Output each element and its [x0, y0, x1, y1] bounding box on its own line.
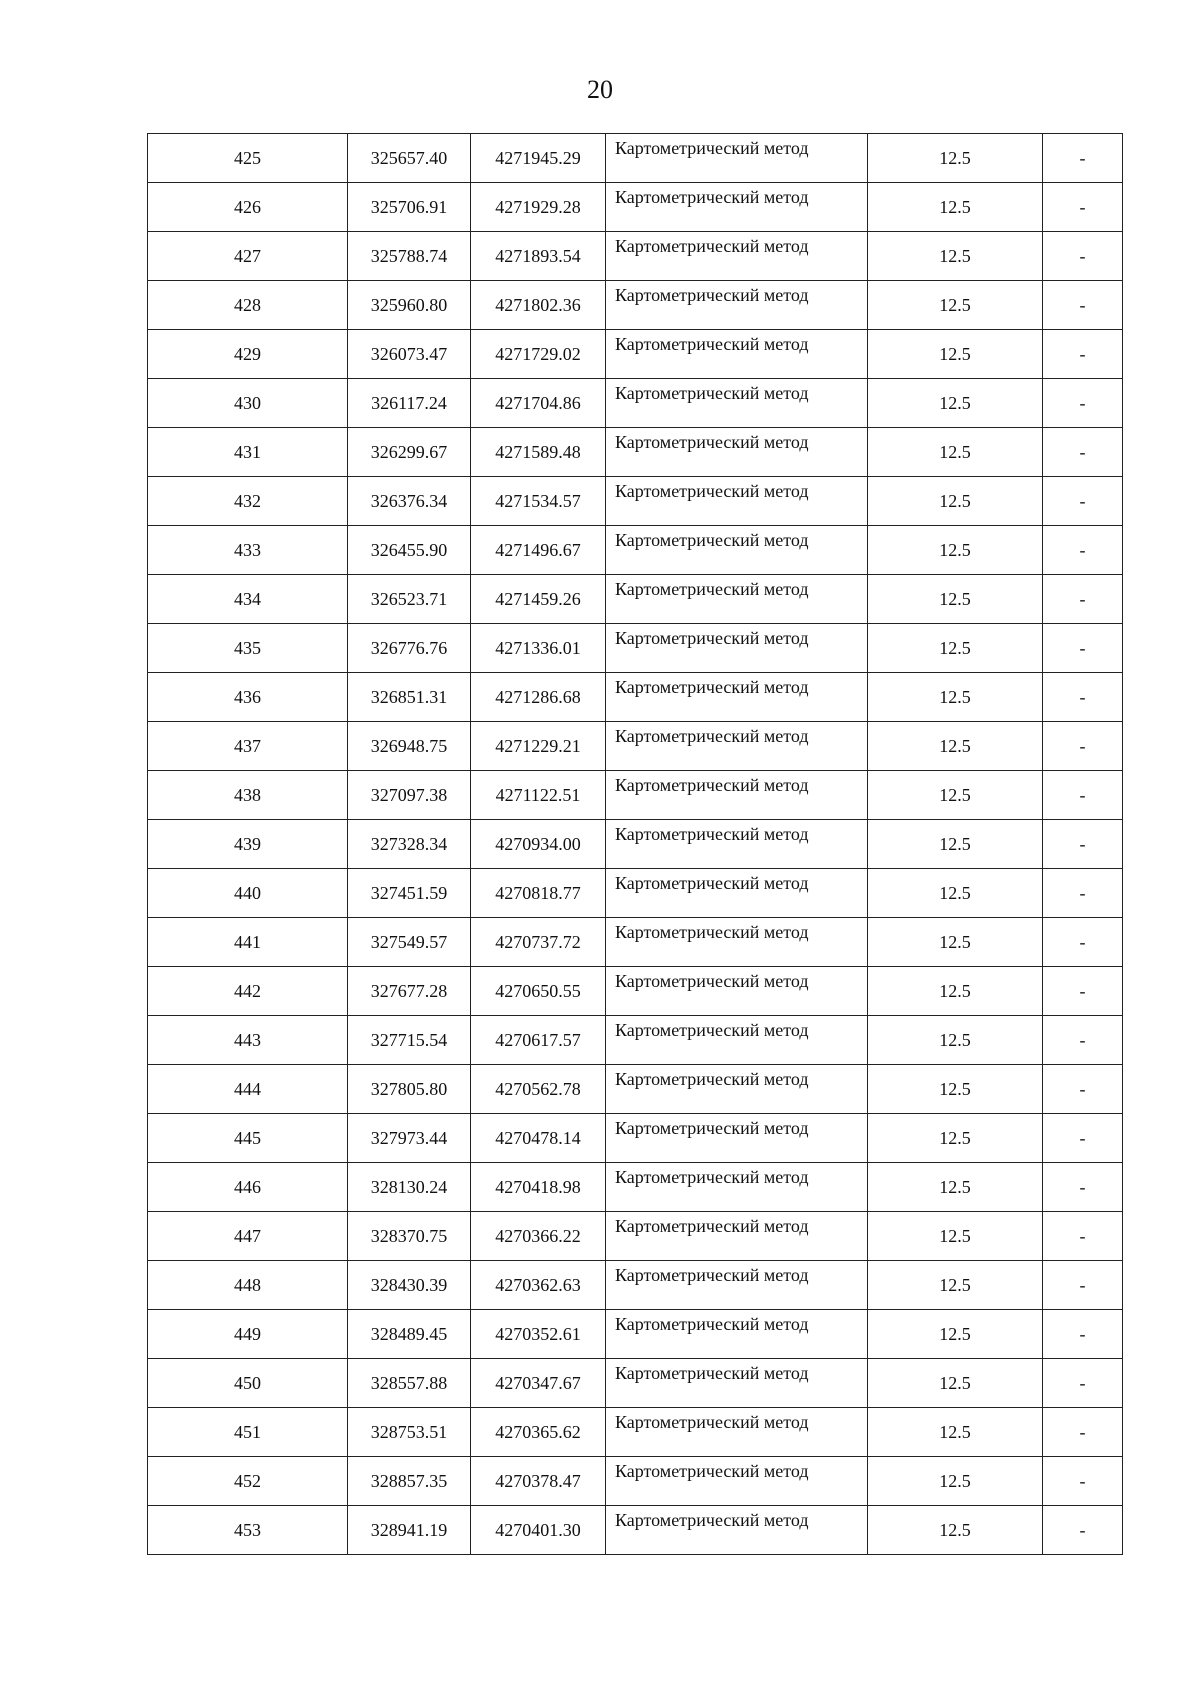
- x-coordinate-cell: 327715.54: [348, 1016, 471, 1065]
- x-coordinate-cell: 326948.75: [348, 722, 471, 771]
- accuracy-cell: 12.5: [868, 1457, 1043, 1506]
- description-cell: -: [1043, 281, 1123, 330]
- x-coordinate-cell: 326776.76: [348, 624, 471, 673]
- accuracy-cell: 12.5: [868, 1408, 1043, 1457]
- x-coordinate-cell: 328489.45: [348, 1310, 471, 1359]
- accuracy-cell: 12.5: [868, 281, 1043, 330]
- y-coordinate-cell: 4271229.21: [471, 722, 606, 771]
- table-row: [148, 918, 1123, 967]
- table-row: [148, 134, 1123, 183]
- accuracy-cell: 12.5: [868, 1359, 1043, 1408]
- x-coordinate-cell: 326851.31: [348, 673, 471, 722]
- table-row: [148, 428, 1123, 477]
- accuracy-cell: 12.5: [868, 918, 1043, 967]
- method-cell: Картометрический метод: [606, 575, 868, 624]
- method-cell: Картометрический метод: [606, 1163, 868, 1212]
- y-coordinate-cell: 4270737.72: [471, 918, 606, 967]
- point-number-cell: 450: [148, 1359, 348, 1408]
- y-coordinate-cell: 4271893.54: [471, 232, 606, 281]
- coordinates-table: [147, 133, 1123, 1555]
- accuracy-cell: 12.5: [868, 1506, 1043, 1555]
- description-cell: -: [1043, 1408, 1123, 1457]
- table-row: [148, 330, 1123, 379]
- method-cell: Картометрический метод: [606, 1310, 868, 1359]
- method-cell: Картометрический метод: [606, 771, 868, 820]
- x-coordinate-cell: 325788.74: [348, 232, 471, 281]
- method-cell: Картометрический метод: [606, 477, 868, 526]
- method-cell: Картометрический метод: [606, 379, 868, 428]
- y-coordinate-cell: 4271729.02: [471, 330, 606, 379]
- description-cell: -: [1043, 1016, 1123, 1065]
- x-coordinate-cell: 327451.59: [348, 869, 471, 918]
- accuracy-cell: 12.5: [868, 134, 1043, 183]
- method-cell: Картометрический метод: [606, 820, 868, 869]
- y-coordinate-cell: 4270362.63: [471, 1261, 606, 1310]
- method-cell: Картометрический метод: [606, 281, 868, 330]
- x-coordinate-cell: 325657.40: [348, 134, 471, 183]
- y-coordinate-cell: 4270934.00: [471, 820, 606, 869]
- accuracy-cell: 12.5: [868, 232, 1043, 281]
- table-row: [148, 722, 1123, 771]
- description-cell: -: [1043, 526, 1123, 575]
- y-coordinate-cell: 4271496.67: [471, 526, 606, 575]
- x-coordinate-cell: 325960.80: [348, 281, 471, 330]
- y-coordinate-cell: 4270352.61: [471, 1310, 606, 1359]
- table-row: [148, 1114, 1123, 1163]
- method-cell: Картометрический метод: [606, 428, 868, 477]
- method-cell: Картометрический метод: [606, 1016, 868, 1065]
- point-number-cell: 445: [148, 1114, 348, 1163]
- method-cell: Картометрический метод: [606, 1408, 868, 1457]
- description-cell: -: [1043, 330, 1123, 379]
- point-number-cell: 447: [148, 1212, 348, 1261]
- description-cell: -: [1043, 967, 1123, 1016]
- y-coordinate-cell: 4271336.01: [471, 624, 606, 673]
- point-number-cell: 452: [148, 1457, 348, 1506]
- point-number-cell: 431: [148, 428, 348, 477]
- point-number-cell: 440: [148, 869, 348, 918]
- description-cell: -: [1043, 722, 1123, 771]
- point-number-cell: 453: [148, 1506, 348, 1555]
- y-coordinate-cell: 4271589.48: [471, 428, 606, 477]
- point-number-cell: 434: [148, 575, 348, 624]
- description-cell: -: [1043, 624, 1123, 673]
- method-cell: Картометрический метод: [606, 869, 868, 918]
- point-number-cell: 425: [148, 134, 348, 183]
- accuracy-cell: 12.5: [868, 624, 1043, 673]
- accuracy-cell: 12.5: [868, 1163, 1043, 1212]
- description-cell: -: [1043, 575, 1123, 624]
- accuracy-cell: 12.5: [868, 1016, 1043, 1065]
- x-coordinate-cell: 326299.67: [348, 428, 471, 477]
- x-coordinate-cell: 328557.88: [348, 1359, 471, 1408]
- method-cell: Картометрический метод: [606, 330, 868, 379]
- y-coordinate-cell: 4270365.62: [471, 1408, 606, 1457]
- y-coordinate-cell: 4270650.55: [471, 967, 606, 1016]
- point-number-cell: 442: [148, 967, 348, 1016]
- method-cell: Картометрический метод: [606, 673, 868, 722]
- table-row: [148, 232, 1123, 281]
- point-number-cell: 441: [148, 918, 348, 967]
- point-number-cell: 446: [148, 1163, 348, 1212]
- table-row: [148, 1457, 1123, 1506]
- accuracy-cell: 12.5: [868, 722, 1043, 771]
- accuracy-cell: 12.5: [868, 183, 1043, 232]
- point-number-cell: 435: [148, 624, 348, 673]
- method-cell: Картометрический метод: [606, 1212, 868, 1261]
- point-number-cell: 433: [148, 526, 348, 575]
- table-row: [148, 1163, 1123, 1212]
- y-coordinate-cell: 4270401.30: [471, 1506, 606, 1555]
- method-cell: Картометрический метод: [606, 1359, 868, 1408]
- point-number-cell: 427: [148, 232, 348, 281]
- y-coordinate-cell: 4271945.29: [471, 134, 606, 183]
- table-row: [148, 1212, 1123, 1261]
- method-cell: Картометрический метод: [606, 526, 868, 575]
- description-cell: -: [1043, 1506, 1123, 1555]
- method-cell: Картометрический метод: [606, 232, 868, 281]
- point-number-cell: 451: [148, 1408, 348, 1457]
- x-coordinate-cell: 326117.24: [348, 379, 471, 428]
- point-number-cell: 444: [148, 1065, 348, 1114]
- y-coordinate-cell: 4270418.98: [471, 1163, 606, 1212]
- y-coordinate-cell: 4270347.67: [471, 1359, 606, 1408]
- x-coordinate-cell: 328857.35: [348, 1457, 471, 1506]
- point-number-cell: 432: [148, 477, 348, 526]
- method-cell: Картометрический метод: [606, 1065, 868, 1114]
- coordinates-table-body: [148, 134, 1123, 1555]
- table-row: [148, 1065, 1123, 1114]
- point-number-cell: 449: [148, 1310, 348, 1359]
- accuracy-cell: 12.5: [868, 771, 1043, 820]
- description-cell: -: [1043, 379, 1123, 428]
- method-cell: Картометрический метод: [606, 183, 868, 232]
- x-coordinate-cell: 326523.71: [348, 575, 471, 624]
- table-row: [148, 379, 1123, 428]
- accuracy-cell: 12.5: [868, 575, 1043, 624]
- table-row: [148, 1310, 1123, 1359]
- y-coordinate-cell: 4271286.68: [471, 673, 606, 722]
- method-cell: Картометрический метод: [606, 624, 868, 673]
- description-cell: -: [1043, 869, 1123, 918]
- x-coordinate-cell: 326073.47: [348, 330, 471, 379]
- description-cell: -: [1043, 1065, 1123, 1114]
- x-coordinate-cell: 326376.34: [348, 477, 471, 526]
- x-coordinate-cell: 327097.38: [348, 771, 471, 820]
- y-coordinate-cell: 4270478.14: [471, 1114, 606, 1163]
- table-row: [148, 1506, 1123, 1555]
- description-cell: -: [1043, 1163, 1123, 1212]
- y-coordinate-cell: 4270617.57: [471, 1016, 606, 1065]
- x-coordinate-cell: 327805.80: [348, 1065, 471, 1114]
- table-row: [148, 1016, 1123, 1065]
- table-row: [148, 1408, 1123, 1457]
- description-cell: -: [1043, 477, 1123, 526]
- accuracy-cell: 12.5: [868, 1212, 1043, 1261]
- description-cell: -: [1043, 1457, 1123, 1506]
- method-cell: Картометрический метод: [606, 967, 868, 1016]
- accuracy-cell: 12.5: [868, 967, 1043, 1016]
- accuracy-cell: 12.5: [868, 1261, 1043, 1310]
- x-coordinate-cell: 328370.75: [348, 1212, 471, 1261]
- accuracy-cell: 12.5: [868, 330, 1043, 379]
- table-row: [148, 673, 1123, 722]
- point-number-cell: 429: [148, 330, 348, 379]
- point-number-cell: 426: [148, 183, 348, 232]
- table-row: [148, 1359, 1123, 1408]
- method-cell: Картометрический метод: [606, 1114, 868, 1163]
- description-cell: -: [1043, 428, 1123, 477]
- description-cell: -: [1043, 1359, 1123, 1408]
- description-cell: -: [1043, 183, 1123, 232]
- accuracy-cell: 12.5: [868, 1310, 1043, 1359]
- accuracy-cell: 12.5: [868, 477, 1043, 526]
- x-coordinate-cell: 327549.57: [348, 918, 471, 967]
- page-number: 20: [587, 75, 613, 104]
- x-coordinate-cell: 328430.39: [348, 1261, 471, 1310]
- description-cell: -: [1043, 771, 1123, 820]
- accuracy-cell: 12.5: [868, 1114, 1043, 1163]
- y-coordinate-cell: 4270818.77: [471, 869, 606, 918]
- description-cell: -: [1043, 1261, 1123, 1310]
- y-coordinate-cell: 4271534.57: [471, 477, 606, 526]
- point-number-cell: 438: [148, 771, 348, 820]
- point-number-cell: 448: [148, 1261, 348, 1310]
- point-number-cell: 430: [148, 379, 348, 428]
- table-row: [148, 624, 1123, 673]
- point-number-cell: 428: [148, 281, 348, 330]
- method-cell: Картометрический метод: [606, 1261, 868, 1310]
- method-cell: Картометрический метод: [606, 1457, 868, 1506]
- description-cell: -: [1043, 134, 1123, 183]
- table-row: [148, 869, 1123, 918]
- description-cell: -: [1043, 1114, 1123, 1163]
- point-number-cell: 437: [148, 722, 348, 771]
- y-coordinate-cell: 4271929.28: [471, 183, 606, 232]
- x-coordinate-cell: 326455.90: [348, 526, 471, 575]
- y-coordinate-cell: 4271802.36: [471, 281, 606, 330]
- y-coordinate-cell: 4271122.51: [471, 771, 606, 820]
- y-coordinate-cell: 4270366.22: [471, 1212, 606, 1261]
- point-number-cell: 443: [148, 1016, 348, 1065]
- table-row: [148, 183, 1123, 232]
- table-row: [148, 281, 1123, 330]
- point-number-cell: 439: [148, 820, 348, 869]
- accuracy-cell: 12.5: [868, 428, 1043, 477]
- table-row: [148, 477, 1123, 526]
- x-coordinate-cell: 327677.28: [348, 967, 471, 1016]
- x-coordinate-cell: 325706.91: [348, 183, 471, 232]
- accuracy-cell: 12.5: [868, 869, 1043, 918]
- accuracy-cell: 12.5: [868, 673, 1043, 722]
- table-row: [148, 771, 1123, 820]
- table-row: [148, 820, 1123, 869]
- description-cell: -: [1043, 918, 1123, 967]
- x-coordinate-cell: 327973.44: [348, 1114, 471, 1163]
- description-cell: -: [1043, 1310, 1123, 1359]
- accuracy-cell: 12.5: [868, 379, 1043, 428]
- description-cell: -: [1043, 820, 1123, 869]
- description-cell: -: [1043, 232, 1123, 281]
- accuracy-cell: 12.5: [868, 1065, 1043, 1114]
- accuracy-cell: 12.5: [868, 820, 1043, 869]
- y-coordinate-cell: 4270378.47: [471, 1457, 606, 1506]
- y-coordinate-cell: 4271459.26: [471, 575, 606, 624]
- y-coordinate-cell: 4271704.86: [471, 379, 606, 428]
- method-cell: Картометрический метод: [606, 134, 868, 183]
- point-number-cell: 436: [148, 673, 348, 722]
- x-coordinate-cell: 327328.34: [348, 820, 471, 869]
- x-coordinate-cell: 328941.19: [348, 1506, 471, 1555]
- method-cell: Картометрический метод: [606, 722, 868, 771]
- method-cell: Картометрический метод: [606, 918, 868, 967]
- table-row: [148, 575, 1123, 624]
- table-row: [148, 526, 1123, 575]
- description-cell: -: [1043, 673, 1123, 722]
- table-row: [148, 967, 1123, 1016]
- y-coordinate-cell: 4270562.78: [471, 1065, 606, 1114]
- accuracy-cell: 12.5: [868, 526, 1043, 575]
- x-coordinate-cell: 328130.24: [348, 1163, 471, 1212]
- table-row: [148, 1261, 1123, 1310]
- method-cell: Картометрический метод: [606, 1506, 868, 1555]
- description-cell: -: [1043, 1212, 1123, 1261]
- x-coordinate-cell: 328753.51: [348, 1408, 471, 1457]
